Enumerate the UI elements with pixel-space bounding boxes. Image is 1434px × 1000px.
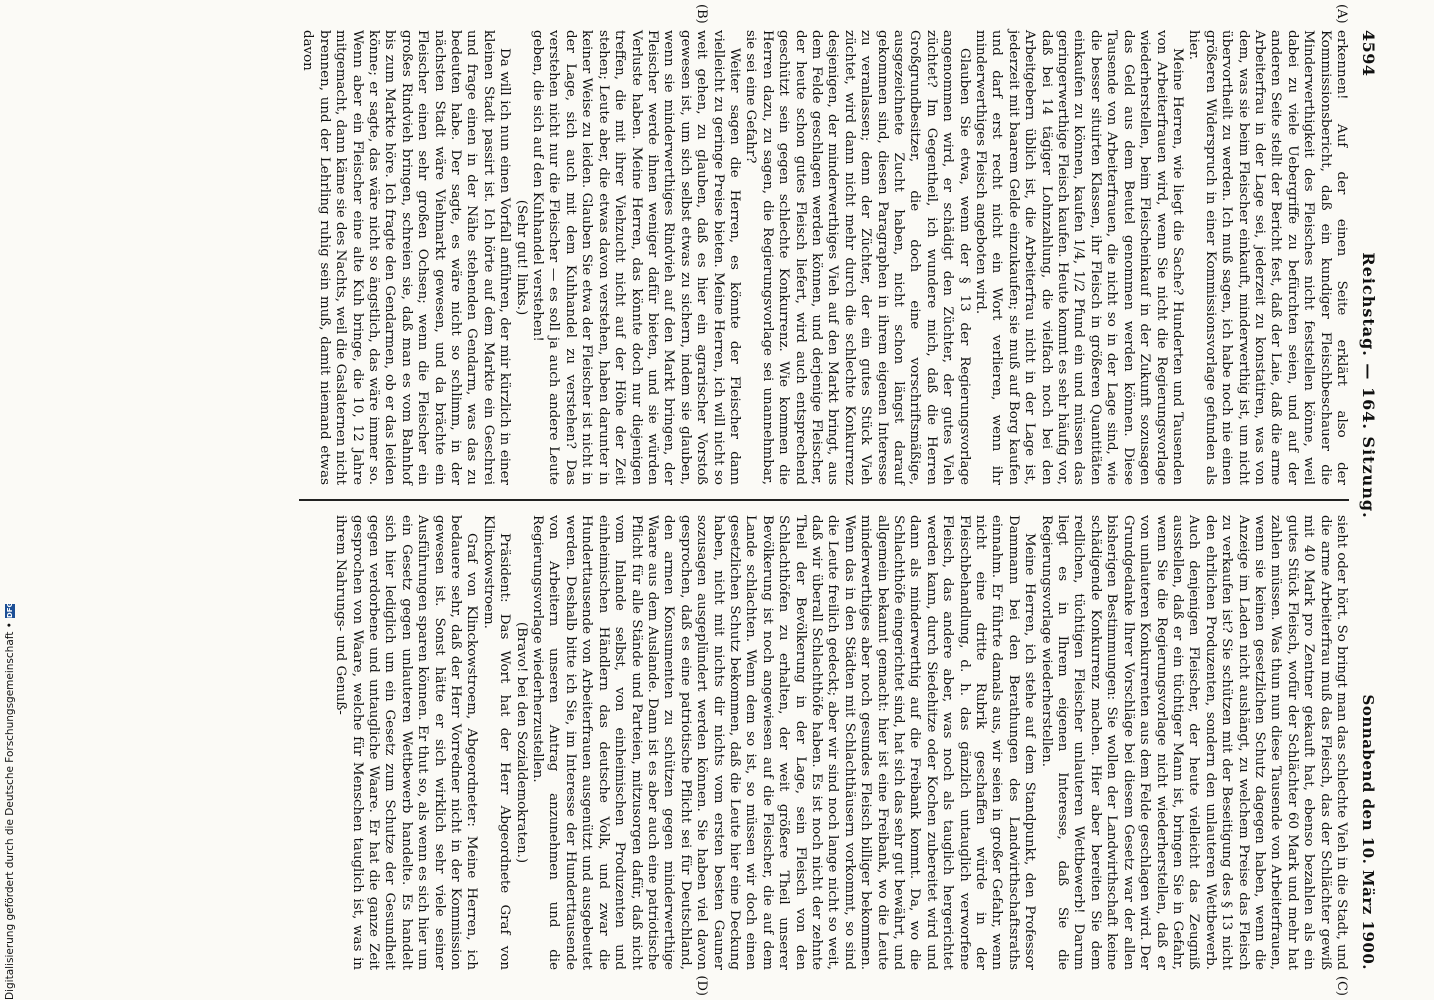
paragraph: Meine Herren, ich stehe auf dem Standpunkt, den Professor Dammann bei den Berathungen des Landwirthschaftsraths einnahm. Er führte damals aus, wir seien in großer Gefahr, wenn nicht eine dritte Rubrik geschaffen würde in der Fleischbehandlung, d. h. das gänzlich untauglich verworfene Fleisch, das andere aber, was noch als tauglich hergerichtet werden kann, durch Siedehitze oder Kochen zubereitet wird und dann als minderwerthig auf die Freibank kommt. Da, wo die Schlachthöfe eingerichtet sind, hat sich das sehr gut bewährt, und allgemein bekannt gemacht: hier ist eine Freibank, wo die Leute minderwerthiges aber noch gesundes Fleisch billiger bekommen. Wenn das in den Städten mit Schlachthäusern vorkommt, so sind die Leute freilich gedeckt; aber wir sind noch lange nicht so weit, daß wir überall Schlachthöfe haben. Es ist noch nicht der zehnte Theil der Bevölkerung in der Lage, sein Fleisch von den Schlachthöfen zu erhalten, der weit größere Theil unserer Bevölkerung ist noch angewiesen auf die Fleischer, die auf dem Lande schlachten. Wenn dem so ist, so müssen wir doch einen gesetzlichen Schutz bekommen, daß die Leute hier eine Deckung haben, nicht mit nichts dir nichts vom ersten besten Gauner sozusagen ausgeplündert werden können. Sie haben viel davon gesprochen, daß es eine patriotische Pflicht sei für Deutschland, den armen Konsumenten zu schützen gegen minderwerthige Waare aus dem Auslande. Dann ist es aber auch eine patriotische Pflicht für alle Stände und Parteien, mitzusorgen dafür, daß nicht vom Inlande selbst, von einheimischen Produzenten und einheimischen Händlern das deutsche Volk, und zwar die Hunderttausende von Arbeiterfrauen ausgenützt und ausgebeutet werden. Deshalb bitte ich Sie, im Interesse der Hunderttausende von Arbeitern unseren Antrag anzunehmen und die Regierungsvorlage wiederherzustellen. — [530, 515, 1038, 970]
right-column — [299, 515, 1349, 970]
speaker-paragraph: Graf von Klinckowstroem, Abgeordneter: Meine Herren, ich bedauere sehr, daß der Herr Vorredner nicht in der Kommission gewesen ist. Sonst hätte er sich wirklich sehr viele seiner Ausführungen sparen können. Er thut so, als wenn es sich hier um ein Gesetz gegen unlauteren Wettbewerb handelte. Es handelt sich hier lediglich um ein Gesetz zum Schutze der Gesundheit gegen verdorbene und untaugliche Waare. Er hat die ganze Zeit gesprochen von Waare, welche für Menschen tauglich ist, was in ihrem Nahrungs- und Genuß- — [333, 515, 480, 970]
digitization-footer — [0, 0, 22, 1000]
interjection: (Sehr gut! links.) — [513, 199, 529, 316]
paragraph: Da will ich nun einen Vorfall anführen, der mir kürzlich in einer kleinen Stadt passirt ist. Ich hörte auf dem Markte ein Geschrei und frage einen in der Nähe stehenden Gendarm, was das zu bedeuten habe. Der sagte, es wäre nicht so schlimm, in der nächsten Stadt wäre Viehmarkt gewesen, und da brächte ein Fleischer einen sehr großen Ochsen; wenn die Fleischer ein großes Rindvieh bringen, schreien sie, daß man es vom Bahnhof bis zum Markte höre. Ich fragte den Gendarmen, ob er das leiden könne; er sagte, das wäre nicht so ängstlich, das wäre immer so. Wenn aber ein Fleischer eine alte Kuh bringe, die 10, 12 Jahre mitgemacht, dann käme sie des Nachts, weil die Gaslaternen nicht brennen, und der Lehrling ruhig sein muß, damit niemand etwas davon — [300, 30, 513, 485]
left-column — [299, 30, 1349, 485]
page-header — [1353, 30, 1378, 970]
page-title: Reichstag. — 164. Sitzung. — [1359, 252, 1378, 519]
speaker-paragraph: Präsident: Das Wort hat der Herr Abgeordnete Graf von Klinckowstroem. — [480, 515, 513, 970]
interjection: (Bravo! bei den Sozialdemokraten.) — [513, 621, 529, 864]
session-date: Sonnabend den 10. März 1900. — [1359, 694, 1377, 970]
text-columns — [299, 4, 1349, 996]
margin-marker-c: (C) — [1334, 975, 1349, 996]
rotated-page — [20, 0, 1400, 1000]
column-divider — [299, 499, 1349, 501]
paragraph: erkennen! Auf der einen Seite erklärt also der Kommissionsbericht, daß ein kundiger Fleischbeschauer die Minderwerthigkeit des Fleisches nicht feststellen könne, weil dabei zu viele Uebergriffe zu befürchten seien, und auf der anderen Seite stellt der Bericht fest, daß der Laie, daß die arme Arbeiterfrau in der Lage sei, jederzeit zu konstatiren, was von dem, was sie beim Fleischer einkauft, minderwerthig ist, um nicht übervortheilt zu werden. Ich muß sagen, ich habe noch nie einen größeren Widerspruch in einer Kommissionsvorlage gefunden als hier. — [1186, 30, 1349, 485]
margin-marker-a: (A) — [1334, 4, 1349, 24]
margin-marker-d: (D) — [694, 975, 709, 996]
paragraph: sieht oder hört. So bringt man das schlechte Vieh in die Stadt, und die arme Arbeiterfrau muß das Fleisch, das der Schlächter gewiß mit 40 Mark pro Zentner gekauft hat, ebenso bezahlen als ein gutes Stück Fleisch, wofür der Schlächter 60 Mark und mehr hat zahlen müssen. Was thun nun diese Tausende von Arbeiterfrauen, wenn sie keinen gesetzlichen Schutz dagegen haben, wenn die Anzeige im Laden nicht aushängt, zu welchem Preise das Fleisch zu verkaufen ist? Sie schützen mit der Beseitigung des § 13 nicht den ehrlichen Produzenten, sondern den unlauteren Wettbewerb. Auch denjenigen Fleischer, der heute vielleicht das Zeugniß ausstellen, daß er ein tüchtiger Mann ist, bringen Sie in Gefahr, wenn Sie die Regierungsvorlage nicht wiederherstellen, daß er von unlauteren Konkurrenten aus dem Felde geschlagen wird. Der Grundgedanke Ihrer Vorschläge bei diesem Gesetz war der allen bisherigen Bestimmungen: Sie wollen der Landwirthschaft keine schädigende Konkurrenz machen. Hier aber bereiten Sie dem redlichen, tüchtigen Fleischer unlauteren Wettbewerb! Darum liegt es in Ihrem eigenen Interesse, daß Sie die Regierungsvorlage wiederherstellen. — [1038, 515, 1349, 970]
paragraph: Meine Herren, wie liegt die Sache? Hunderten und Tausenden von Arbeiterfrauen wird, wenn Sie nicht die Regierungsvorlage wiederherstellen, beim Fleischeinkauf in der Zukunft sozusagen das Geld aus dem Beutel genommen werden können. Diese Tausende von Arbeiterfrauen, die nicht so in der Lage sind, wie die besser situirten Klassen, ihr Fleisch in größeren Quantitäten einkaufen zu können, kaufen 1/4, 1/2 Pfund ein und müssen das geringerwerthige Fleisch kaufen. Heute kommt es sehr häufig vor, daß bei 14 tägiger Lohnzahlung, die vielfach noch bei den Arbeitgebern üblich ist, die Arbeiterfrau nicht in der Lage ist, jederzeit mit baarem Gelde einzukaufen; sie muß auf Borg kaufen und darf erst recht nicht ein Wort verlieren, wenn ihr minderwerthiges Fleisch angeboten wird. — [973, 30, 1185, 485]
margin-marker-b: (B) — [694, 4, 709, 24]
footer-text-wrap — [4, 601, 16, 1000]
dfg-logo: DFG — [6, 601, 14, 619]
paragraph: Glauben Sie etwa, wenn der § 13 der Regierungsvorlage angenommen wird, er schädigt den Züchter, der gutes Vieh züchtet? Im Gegentheil, ich wundere mich, daß die Herren Großgrundbesitzer, die doch eine vorschriftsmäßige, ausgezeichnete Zucht haben, nicht schon längst darauf gekommen sind, diesen Paragraphen in ihrem eigenen Interesse zu veranlassen; denn der Züchter, der ein gutes Stück Vieh züchtet, wird dann nicht mehr durch die schlechte Konkurrenz desjenigen, der minderwerthiges Vieh auf den Markt bringt, aus dem Felde geschlagen werden können, und derjenige Fleischer, der heute schon gutes Fleisch liefert, wird auch entsprechend geschützt sein gegen schlechte Konkurrenz. Wie kommen die Herren dazu, zu sagen, die Regierungsvorlage sei unannehmbar, sie sei eine Gefahr? — [743, 30, 972, 485]
funding-note: Digitalisierung gefördert durch die Deutsche Forschungsgemeinschaft • — [4, 622, 16, 1000]
page-number: 4594 — [1359, 30, 1378, 77]
paragraph: Weiter sagen die Herren, es könnte der Fleischer dann vielleicht zu geringe Preise bieten. Meine Herren, ich will nicht so weit gehen, zu glauben, daß es hier ein agrarischer Vorstoß gewesen ist, um sich selbst etwas zu sichern, indem sie glauben, wenn sie minderwerthiges Rindvieh auf den Markt bringen, der Fleischer werde ihnen weniger dafür bieten, und sie würden Verluste haben. Meine Herren, das könnte doch nur diejenigen treffen, die mit ihrer Viehzucht nicht auf der Höhe der Zeit stehen; Leute aber, die etwas davon verstehen, haben darunter in keiner Weise zu leiden. Glauben Sie etwa der Fleischer ist nicht in der Lage, sich auch mit dem Kuhhandel zu verstehen? Das verstehen nicht nur die Fleischer — es soll ja auch andere Leute geben, die sich auf den Kuhhandel verstehen! — [530, 30, 742, 485]
